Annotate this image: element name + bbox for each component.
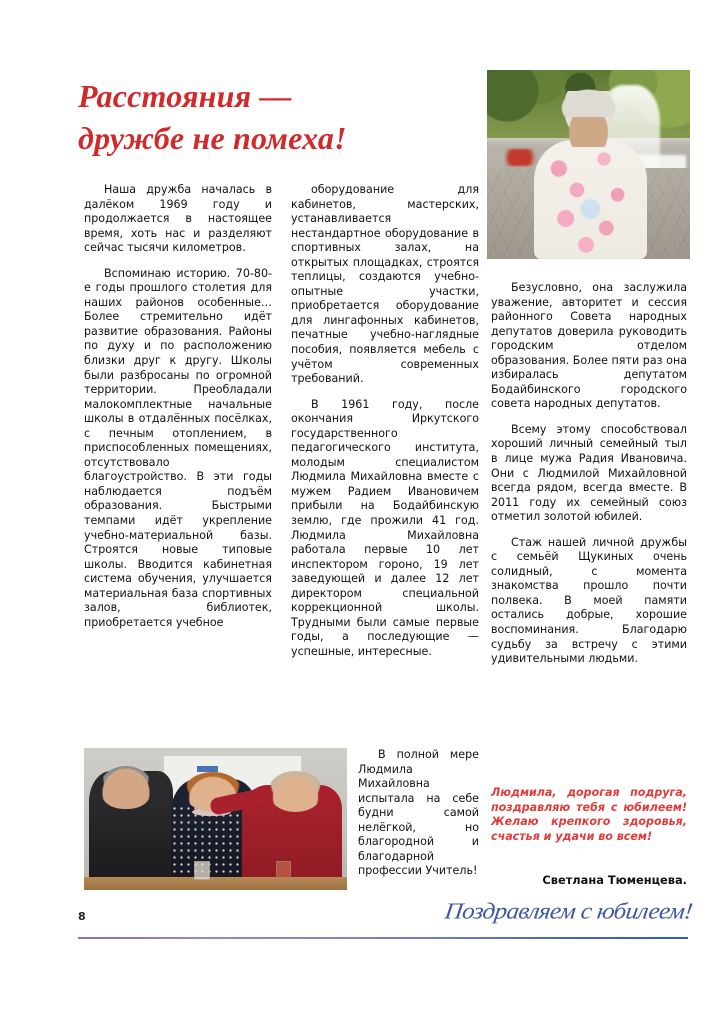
portrait-person-hair — [558, 87, 619, 117]
group-photo-scene — [84, 748, 347, 890]
greeting-text: Людмила, дорогая подруга, поздравляю тебя с юбилеем! Желаю крепкого здоровья, счастья и удачи во всем! — [491, 786, 687, 843]
article-column-2-continued — [358, 748, 479, 879]
paragraph: оборудование для кабинетов, мастерских, устанавливается нестандартное оборудование в спортивных залах, на открытых площадках, строятся теплицы, создаются учебно-опытные участки, приобретается оборудование для лингафонных кабинетов, печатные учебно-наглядные пособия, появляется мебель с учётом современных требований. — [291, 183, 479, 386]
paragraph: Всему этому способствовал хороший личный семейный тыл в лице мужа Радия Ивановича. Они с Людмилой Михайловной всегда рядом, всегда вместе. В 2011 году их семейный союз отметил золотой юбилей. — [491, 422, 687, 524]
author-signature: Светлана Тюменцева. — [542, 873, 687, 887]
glass-icon — [194, 861, 209, 880]
table-surface — [84, 877, 347, 890]
article-column-2 — [291, 183, 479, 660]
group-photo — [84, 748, 347, 890]
paragraph: Безусловно, она заслужила уважение, авторитет и сессия районного Совета народных депутатов доверила руководить городским отделом образования. Более пяти раз она избиралась депутатом Бодайбинского городского совета народных депутатов. — [491, 281, 687, 411]
paragraph: Вспоминаю историю. 70-80-е годы прошлого столетия для наших районов особенные… Более стремительно идёт развитие образования. Районы по духу и по расположению близки друг к другу. Школы были разбросаны по огромной территории. Преобладали малокомплектные начальные школы в отдалённых посёлках, с печным отоплением, в приспособленных помещениях, отсутствовало благоустройство. В эти годы наблюдается подъём образования. Быстрыми темпами идёт укрепление учебно-материальной базы. Строятся новые типовые школы. Вводится кабинетная система обучения, улучшается материальная база спортивных залов, библиотек, приобретается учебное — [84, 266, 272, 629]
page-number: 8 — [78, 910, 86, 923]
footer-divider — [78, 937, 688, 939]
group-person-left-head — [100, 766, 153, 809]
article-column-3 — [491, 281, 687, 667]
cup-icon — [276, 861, 291, 880]
portrait-photo — [487, 70, 690, 259]
page-title-line-2: дружбе не помеха! — [78, 119, 347, 156]
portrait-person-body — [534, 140, 648, 259]
page-title-line-1: Расстояния — — [78, 78, 292, 114]
footer-script-text: Поздравляем с юбилеем! — [442, 899, 694, 925]
paragraph: В 1961 году, после окончания Иркутского государственного педагогического института, молодым специалистом Людмила Михайловна вместе с мужем Радием Ивановичем прибыли на Бодайбинскую землю, где прожили 41 год. Людмила Михайловна работала первые 10 лет инспектором гороно, 19 лет заведующей и далее 12 лет директором специальной коррекционной школы. Трудными были самые первые годы, а последующие — успешные, интересные. — [291, 397, 479, 658]
paragraph: Стаж нашей личной дружбы с семьёй Щукиных очень солидный, с момента знакомства прошло почти полвека. В моей памяти остались добрые, хорошие воспоминания. Благодарю судьбу за встречу с этими удивительными людьми. — [491, 535, 687, 666]
group-person-right-head — [268, 771, 323, 812]
article-column-1 — [84, 183, 272, 630]
portrait-photo-scene — [487, 70, 690, 259]
paragraph: В полной мере Людмила Михайловна испытала на себе будни самой нелёгкой, но благородной и благодарной профессии Учитель! — [358, 748, 479, 878]
paragraph: Наша дружба началась в далёком 1969 году и продолжается в настоящее время, хоть нас и разделяют сейчас тысячи километров. — [84, 183, 272, 255]
page-title — [78, 76, 478, 159]
